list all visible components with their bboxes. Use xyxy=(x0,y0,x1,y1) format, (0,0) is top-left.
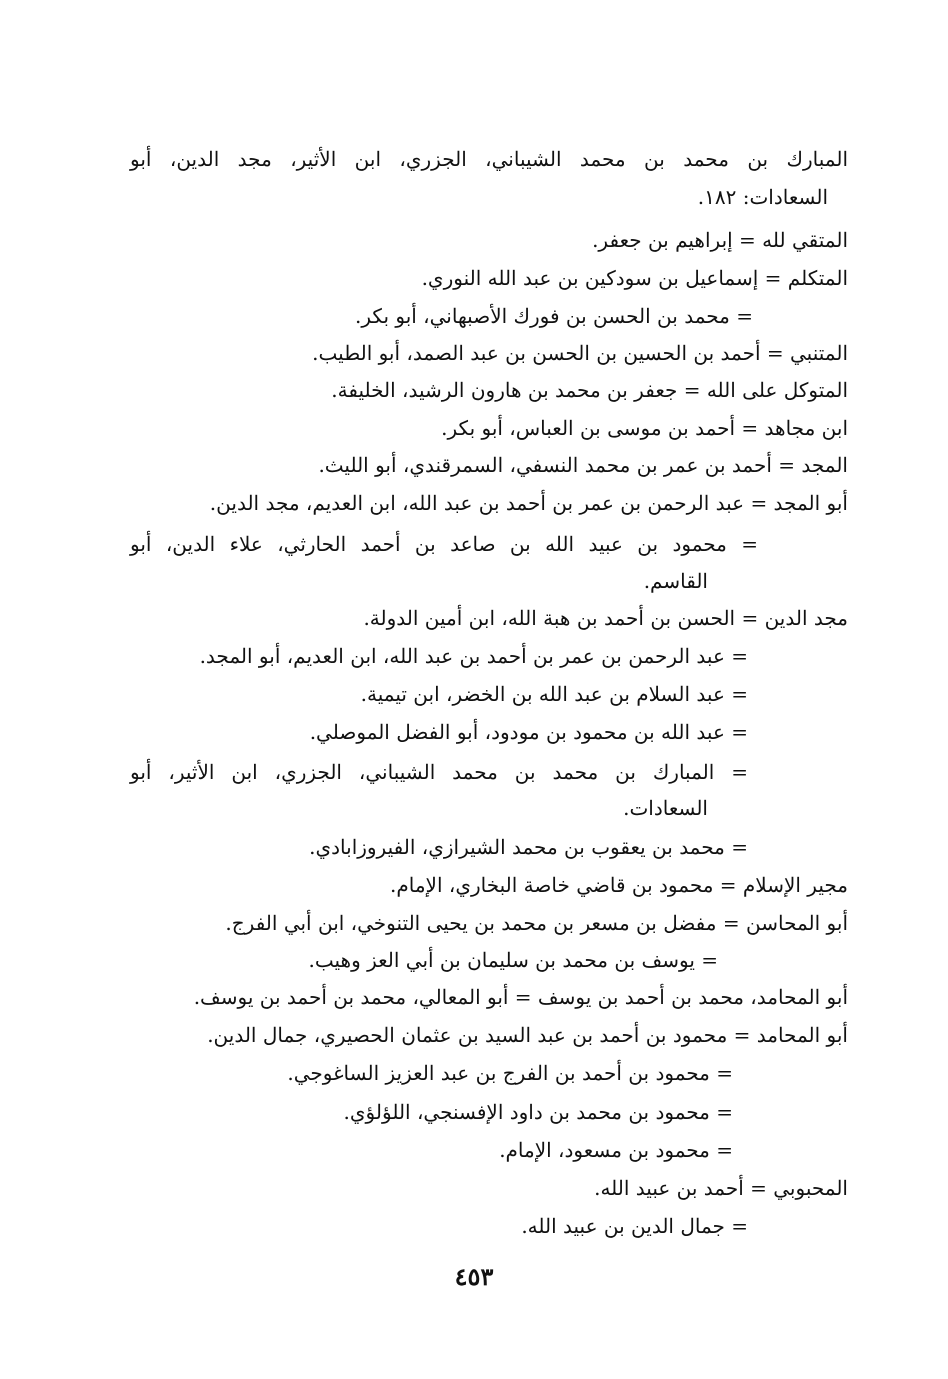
index-line-29: = جمال الدين بن عبيد الله. xyxy=(521,1214,748,1238)
index-line-14: = عبد الرحمن بن عمر بن أحمد بن عبد الله، ابن العديم، أبو المجد. xyxy=(199,644,748,668)
index-line-13: مجد الدين = الحسن بن أحمد بن هبة الله، ابن أمين الدولة. xyxy=(363,606,848,630)
index-line-22: = يوسف بن محمد بن سليمان بن أبي العز وهيب. xyxy=(308,948,718,972)
index-line-23: أبو المحامد، محمد بن أحمد بن يوسف = أبو المعالي، محمد بن أحمد بن يوسف. xyxy=(193,985,848,1009)
index-line-21: أبو المحاسن = مفضل بن مسعر بن محمد بن يحيى التنوخي، ابن أبي الفرج. xyxy=(225,911,848,935)
index-line-12: القاسم. xyxy=(643,569,708,593)
index-line-11: = محمود بن عبيد الله بن صاعد بن أحمد الحارثي، علاء الدين، أبو xyxy=(130,532,758,556)
index-line-9: المجد = أحمد بن عمر بن محمد النسفي، السمرقندي، أبو الليث. xyxy=(318,453,848,477)
index-line-2: السعادات: ١٨٢. xyxy=(697,185,828,209)
index-line-1: المبارك بن محمد بن محمد الشيباني، الجزري، ابن الأثير، مجد الدين، أبو xyxy=(130,147,848,171)
index-line-17: = المبارك بن محمد بن محمد الشيباني، الجزري، ابن الأثير، أبو xyxy=(130,760,748,784)
index-line-24: أبو المحامد = محمود بن أحمد بن عبد السيد بن عثمان الحصيري، جمال الدين. xyxy=(207,1023,848,1047)
index-line-26: = محمود بن محمد بن داود الإفسنجي، اللؤلؤي. xyxy=(343,1100,733,1124)
index-line-15: = عبد السلام بن عبد الله بن الخضر، ابن تيمية. xyxy=(360,682,748,706)
index-line-18: السعادات. xyxy=(623,796,708,820)
index-line-5: = محمد بن الحسن بن فورك الأصبهاني، أبو بكر. xyxy=(355,304,753,328)
index-line-10: أبو المجد = عبد الرحمن بن عمر بن أحمد بن عبد الله، ابن العديم، مجد الدين. xyxy=(209,491,848,515)
page-number: ٤٥٣ xyxy=(454,1262,494,1291)
index-line-19: = محمد بن يعقوب بن محمد الشيرازي، الفيروزابادي. xyxy=(309,835,748,859)
index-line-25: = محمود بن أحمد بن الفرج بن عبد العزيز الساغوجي. xyxy=(287,1061,733,1085)
index-line-6: المتنبي = أحمد بن الحسين بن الحسن بن عبد الصمد، أبو الطيب. xyxy=(312,341,848,365)
index-line-4: المتكلم = إسماعيل بن سودكين بن عبد الله النوري. xyxy=(421,266,848,290)
index-line-8: ابن مجاهد = أحمد بن موسى بن العباس، أبو بكر. xyxy=(441,416,848,440)
index-line-28: المحبوبي = أحمد بن عبيد الله. xyxy=(594,1176,848,1200)
index-line-27: = محمود بن مسعود، الإمام. xyxy=(499,1138,733,1162)
index-line-7: المتوكل على الله = جعفر بن محمد بن هارون الرشيد، الخليفة. xyxy=(331,378,848,402)
index-line-16: = عبد الله بن محمود بن مودود، أبو الفضل الموصلي. xyxy=(309,720,748,744)
index-line-3: المتقي لله = إبراهيم بن جعفر. xyxy=(592,228,848,252)
index-line-20: مجير الإسلام = محمود بن قاضي خاصة البخاري، الإمام. xyxy=(390,873,848,897)
